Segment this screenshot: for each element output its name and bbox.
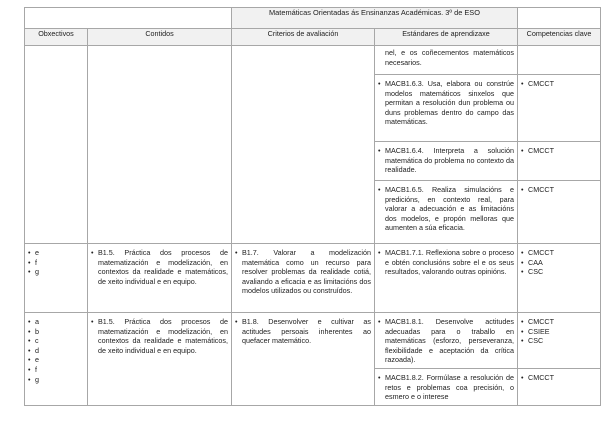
objective-item: • g — [28, 267, 84, 277]
objective-item: • e — [28, 355, 84, 365]
standard-continuation: nel, e os coñecementos matemáticos necesarios. — [385, 48, 515, 67]
title-spacer — [25, 8, 232, 29]
contents-cell — [88, 46, 232, 244]
objectives-cell — [25, 46, 88, 244]
competence-item: • CMCCT — [521, 248, 597, 258]
header-objectives: Obxectivos — [25, 29, 88, 46]
standard-item: • MACB1.7.1. Reflexiona sobre o proceso e obtén conclusións sobre el e os seus resultados, valorando outras opinións. — [378, 248, 514, 277]
criteria-cell — [232, 313, 375, 406]
standard-cell — [375, 181, 518, 244]
standard-cell — [375, 244, 518, 313]
criterion-item: • B1.8. Desenvolver e cultivar as actitudes persoais inherentes ao quefacer matemático. — [235, 317, 371, 346]
criterion-item: • B1.7. Valorar a modelización matemática como un recurso para resolver problemas da realidade cotiá, avaliando a eficacia e as limitacións dos modelos utilizados ou construídos. — [235, 248, 371, 296]
standard-cell — [375, 368, 518, 405]
objective-item: • f — [28, 258, 84, 268]
contents-cell — [88, 313, 232, 406]
competence-cell — [518, 46, 601, 75]
competence-item: • CMCCT — [521, 146, 597, 156]
competence-item: • CMCCT — [521, 79, 597, 89]
objective-item: • c — [28, 336, 84, 346]
competence-item: • CMCCT — [521, 185, 597, 195]
table-title: Matemáticas Orientadas ás Ensinanzas Académicas. 3º de ESO — [232, 8, 518, 29]
curriculum-table — [24, 7, 601, 406]
objective-item: • f — [28, 365, 84, 375]
table-row — [25, 244, 601, 313]
objective-item: • e — [28, 248, 84, 258]
standard-item: • MACB1.6.4. Interpreta a solución matemática do problema no contexto da realidade. — [378, 146, 514, 175]
competence-item: • CSIEE — [521, 327, 597, 337]
title-right-spacer — [518, 8, 601, 29]
competence-cell — [518, 181, 601, 244]
objective-item: • b — [28, 327, 84, 337]
standard-cell — [375, 313, 518, 369]
competence-item: • CSC — [521, 336, 597, 346]
header-competences: Competencias clave — [518, 29, 601, 46]
header-contents: Contidos — [88, 29, 232, 46]
criteria-cell — [232, 46, 375, 244]
objectives-cell — [25, 244, 88, 313]
table-row — [25, 46, 601, 75]
competence-item: • CAA — [521, 258, 597, 268]
competence-item: • CMCCT — [521, 317, 597, 327]
header-standards: Estándares de aprendizaxe — [375, 29, 518, 46]
criteria-cell — [232, 244, 375, 313]
contents-cell — [88, 244, 232, 313]
standard-cell — [375, 75, 518, 142]
competence-cell — [518, 75, 601, 142]
objective-item: • g — [28, 375, 84, 385]
competence-item: • CMCCT — [521, 373, 597, 383]
standard-item: • MACB1.6.3. Usa, elabora ou constrúe modelos matemáticos sinxelos que permitan a resolución dun problema ou duns problemas dentro do campo das matemáticas. — [378, 79, 514, 127]
standard-cell — [375, 142, 518, 181]
standard-cell — [375, 46, 518, 75]
competence-cell — [518, 313, 601, 369]
competence-cell — [518, 142, 601, 181]
standard-item: • MACB1.6.5. Realiza simulacións e predicións, en contexto real, para valorar a adecuación e as limitacións dos modelos, e propón melloras que aumenten a súa eficacia. — [378, 185, 514, 233]
competence-cell — [518, 368, 601, 405]
table-row — [25, 313, 601, 369]
content-item: • B1.5. Práctica dos procesos de matematización e modelización, en contextos da realidade e matemáticos, de xeito individual e en equipo. — [91, 317, 228, 355]
header-criteria: Criterios de avaliación — [232, 29, 375, 46]
standard-item: • MACB1.8.2. Formúlase a resolución de retos e problemas coa precisión, o esmero e o interese — [378, 373, 514, 402]
standard-item: • MACB1.8.1. Desenvolve actitudes adecuadas para o traballo en matemáticas (esforzo, perseveranza, flexibilidade e aceptación da crítica razoada). — [378, 317, 514, 365]
competence-cell — [518, 244, 601, 313]
content-item: • B1.5. Práctica dos procesos de matematización e modelización, en contextos da realidade e matemáticos, de xeito individual e en equipo. — [91, 248, 228, 286]
objective-item: • a — [28, 317, 84, 327]
competence-item: • CSC — [521, 267, 597, 277]
objectives-cell — [25, 313, 88, 406]
objective-item: • d — [28, 346, 84, 356]
